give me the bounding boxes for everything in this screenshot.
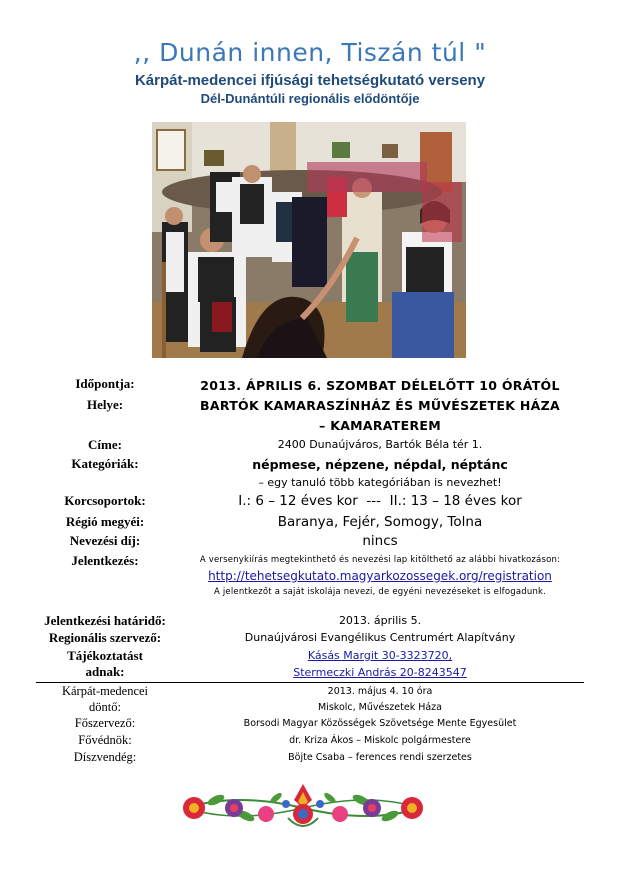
categories-value: népmese, népzene, népdal, néptánc <box>252 457 508 472</box>
fee-label: Nevezési díj: <box>69 533 141 548</box>
application-label: Jelentkezés: <box>71 553 139 568</box>
organizer-label: Regionális szervező: <box>48 630 162 645</box>
folk-embroidery-ornament <box>176 778 430 834</box>
categories-note: – egy tanuló több kategóriában is nevezhet! <box>258 476 502 489</box>
fee-value: nincs <box>362 533 398 549</box>
final-label: Kárpát-medencei <box>61 684 149 698</box>
registration-link[interactable]: http://tehetsegkutato.magyarkozossegek.org/registration <box>208 569 552 583</box>
divider-line <box>36 682 584 683</box>
address-value: 2400 Dunaújváros, Bartók Béla tér 1. <box>277 438 483 451</box>
patron-label: Fővédnök: <box>78 733 132 747</box>
page-title: ,, Dunán innen, Tiszán túl " <box>133 38 487 67</box>
info-label: Tájékoztatást <box>67 648 143 663</box>
deadline-label: Jelentkezési határidő: <box>44 613 166 628</box>
main-organizer-label: Főszervező: <box>74 716 136 730</box>
date-value: 2013. ÁPRILIS 6. SZOMBAT DÉLELŐTT 10 ÓRÁTÓL <box>200 378 560 393</box>
patron-value: dr. Kriza Ákos – Miskolc polgármestere <box>289 735 471 746</box>
region-label: Régió megyéi: <box>65 514 145 529</box>
age-groups-value: I.: 6 – 12 éves kor --- II.: 13 – 18 éves kor <box>238 493 522 509</box>
guest-label: Díszvendég: <box>73 750 137 764</box>
venue-value-line2: – KAMARATEREM <box>319 418 441 433</box>
organizer-value: Dunaújvárosi Evangélikus Centrumért Alapítvány <box>244 631 516 644</box>
application-note-school: A jelentkezőt a saját iskolája nevezi, de egyéni nevezéseket is elfogadunk. <box>213 587 547 597</box>
date-label: Időpontja: <box>75 376 135 391</box>
final-label-2: döntő: <box>89 700 121 714</box>
age-groups-label: Korcsoportok: <box>64 493 146 508</box>
info-label-2: adnak: <box>85 664 125 679</box>
venue-value-line1: BARTÓK KAMARASZÍNHÁZ ÉS MŰVÉSZETEK HÁZA <box>200 398 560 413</box>
region-value: Baranya, Fejér, Somogy, Tolna <box>277 514 483 530</box>
deadline-value: 2013. április 5. <box>338 614 422 627</box>
guest-value: Böjte Csaba – ferences rendi szerzetes <box>288 752 472 763</box>
final-date-value: 2013. május 4. 10 óra <box>327 686 433 697</box>
address-label: Címe: <box>88 437 122 452</box>
categories-label: Kategóriák: <box>71 456 139 471</box>
application-note: A versenykiírás megtekinthető és nevezési lap kitölthető az alábbi hivatkozáson: <box>199 555 561 565</box>
contact-kasas-margit[interactable]: Kásás Margit 30-3323720, <box>307 649 453 662</box>
page-subtitle-regional: Dél-Dunántúli regionális elődöntője <box>200 91 420 106</box>
page-subtitle: Kárpát-medencei ifjúsági tehetségkutató verseny <box>134 72 486 89</box>
venue-label: Helye: <box>86 397 124 412</box>
folk-dance-photo <box>152 122 466 358</box>
main-organizer-value: Borsodi Magyar Közösségek Szövetsége Mente Egyesület <box>243 718 517 729</box>
final-venue-value: Miskolc, Művészetek Háza <box>318 702 442 713</box>
contact-stermeczki-andras[interactable]: Stermeczki András 20-8243547 <box>293 666 467 679</box>
